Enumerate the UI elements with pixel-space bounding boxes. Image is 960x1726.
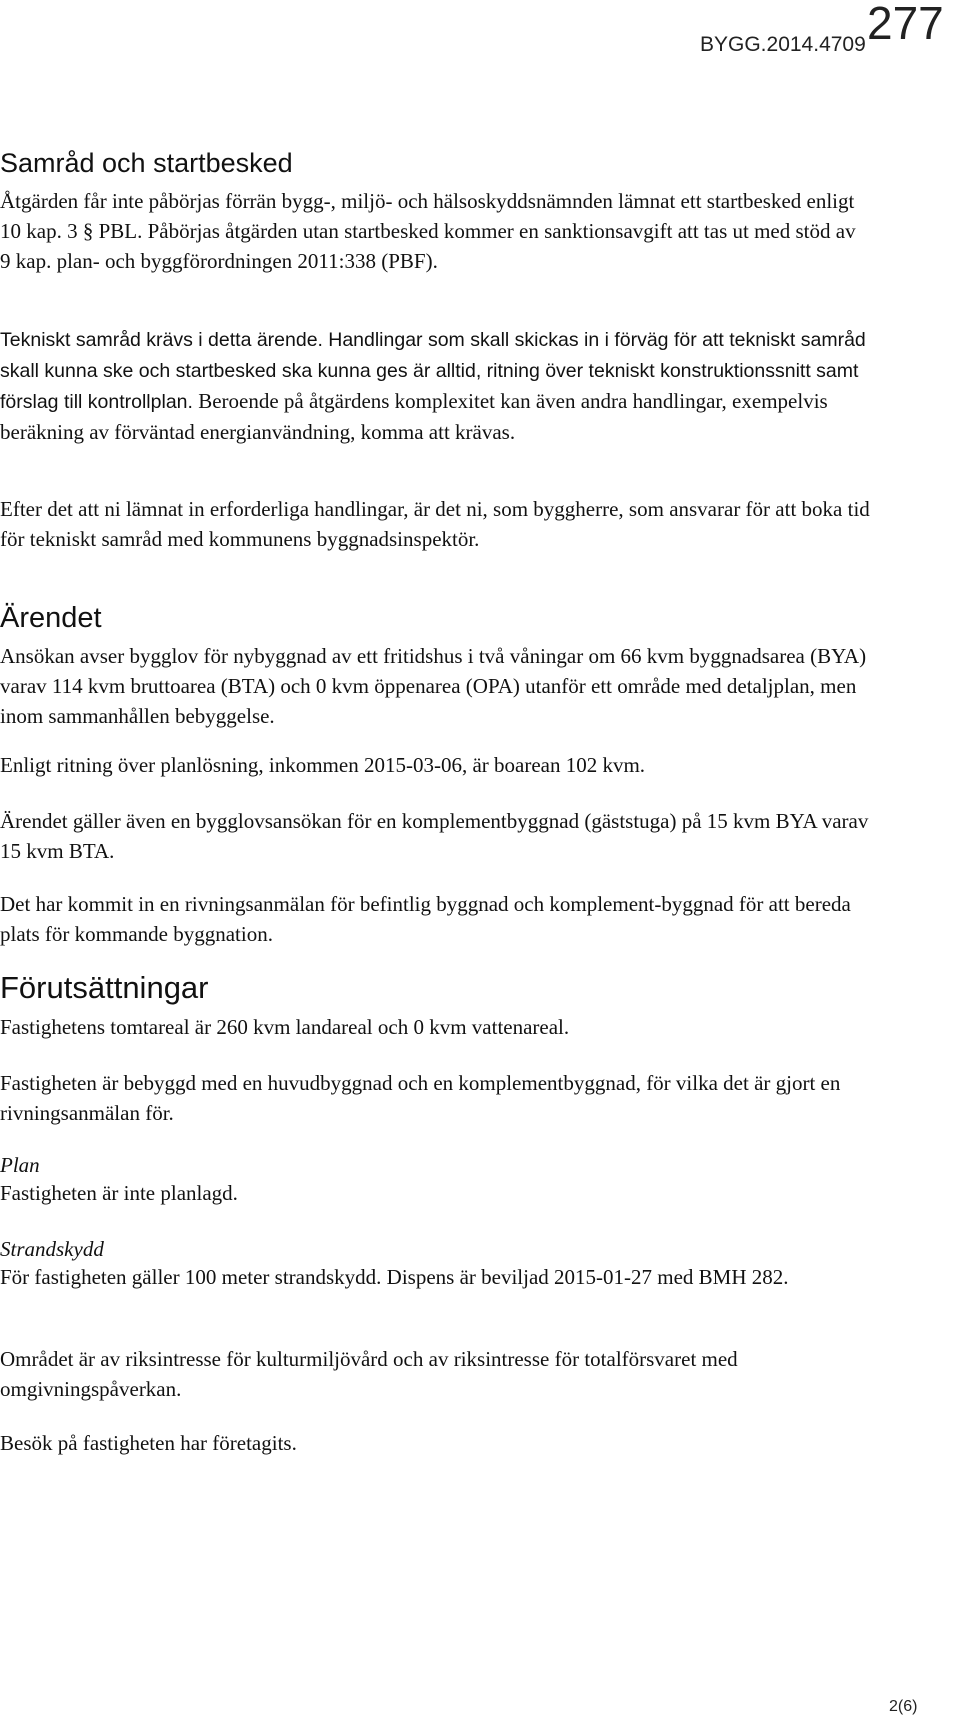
beroende-text: Beroende på åtgärdens komplexitet kan även andra handlingar, exempelvis beräkning av förväntad energianvändning, komma att krävas. (0, 389, 828, 444)
document-code: BYGG.2014.4709 (700, 33, 866, 56)
handlingar-text: Handlingar som skall skickas in i förväg för att tekniskt samråd skall kunna ske och startbesked ska kunna ges är alltid, ritning över tekniskt konstruktionssnitt samt förslag till kontrollplan. (0, 329, 866, 413)
paragraph-startbesked: Åtgärden får inte påbörjas förrän bygg-, miljö- och hälsoskyddsnämnden lämnat ett startbesked enligt 10 kap. 3 § PBL. Påbörjas åtgärden utan startbesked kommer en sanktionsavgift att tas ut med stöd av 9 kap. plan- och byggförordningen 2011:338 (PBF). (0, 189, 856, 273)
paragraph-rivningsanmalan: Det har kommit in en rivningsanmälan för befintlig byggnad och komplement-byggnad för att bereda plats för kommande byggnation. (0, 892, 851, 946)
section-title-arendet: Ärendet (0, 602, 102, 634)
subheading-plan: Plan (0, 1153, 40, 1177)
tekniskt-samrad-lead: Tekniskt samråd krävs i detta ärende. (0, 329, 323, 351)
paragraph-bebyggd: Fastigheten är bebyggd med en huvudbyggnad och en komplementbyggnad, för vilka det är gjort en rivningsanmälan för. (0, 1071, 841, 1125)
paragraph-besok: Besök på fastigheten har företagits. (0, 1431, 297, 1455)
paragraph-ansokan: Ansökan avser bygglov för nybyggnad av ett fritidshus i två våningar om 66 kvm byggnadsarea (BYA) varav 114 kvm bruttoarea (BTA) och 0 kvm öppenarea (OPA) utanför ett område med detaljplan, men inom sammanhållen bebyggelse. (0, 644, 867, 728)
section-title-forutsattningar: Förutsättningar (0, 970, 209, 1005)
page-indicator: 2(6) (889, 1698, 918, 1715)
paragraph-riksintresse: Området är av riksintresse för kulturmiljövård och av riksintresse för totalförsvaret med omgivningspåverkan. (0, 1347, 738, 1401)
paragraph-komplementbyggnad: Ärendet gäller även en bygglovsansökan för en komplementbyggnad (gäststuga) på 15 kvm BYA varav 15 kvm BTA. (0, 809, 869, 863)
section-title-samrad: Samråd och startbesked (0, 148, 293, 178)
page-number: 277 (867, 0, 944, 49)
subheading-strandskydd: Strandskydd (0, 1237, 104, 1261)
paragraph-tekniskt-samrad (0, 324, 870, 447)
paragraph-plan: Fastigheten är inte planlagd. (0, 1181, 238, 1205)
paragraph-strandskydd: För fastigheten gäller 100 meter strandskydd. Dispens är beviljad 2015-01-27 med BMH 282. (0, 1265, 789, 1289)
paragraph-boarea: Enligt ritning över planlösning, inkommen 2015-03-06, är boarean 102 kvm. (0, 753, 646, 777)
paragraph-tomtareal: Fastighetens tomtareal är 260 kvm landareal och 0 kvm vattenareal. (0, 1015, 570, 1039)
paragraph-byggherre: Efter det att ni lämnat in erforderliga handlingar, är det ni, som byggherre, som ansvarar för att boka tid för tekniskt samråd med kommunens byggnadsinspektör. (0, 497, 870, 551)
